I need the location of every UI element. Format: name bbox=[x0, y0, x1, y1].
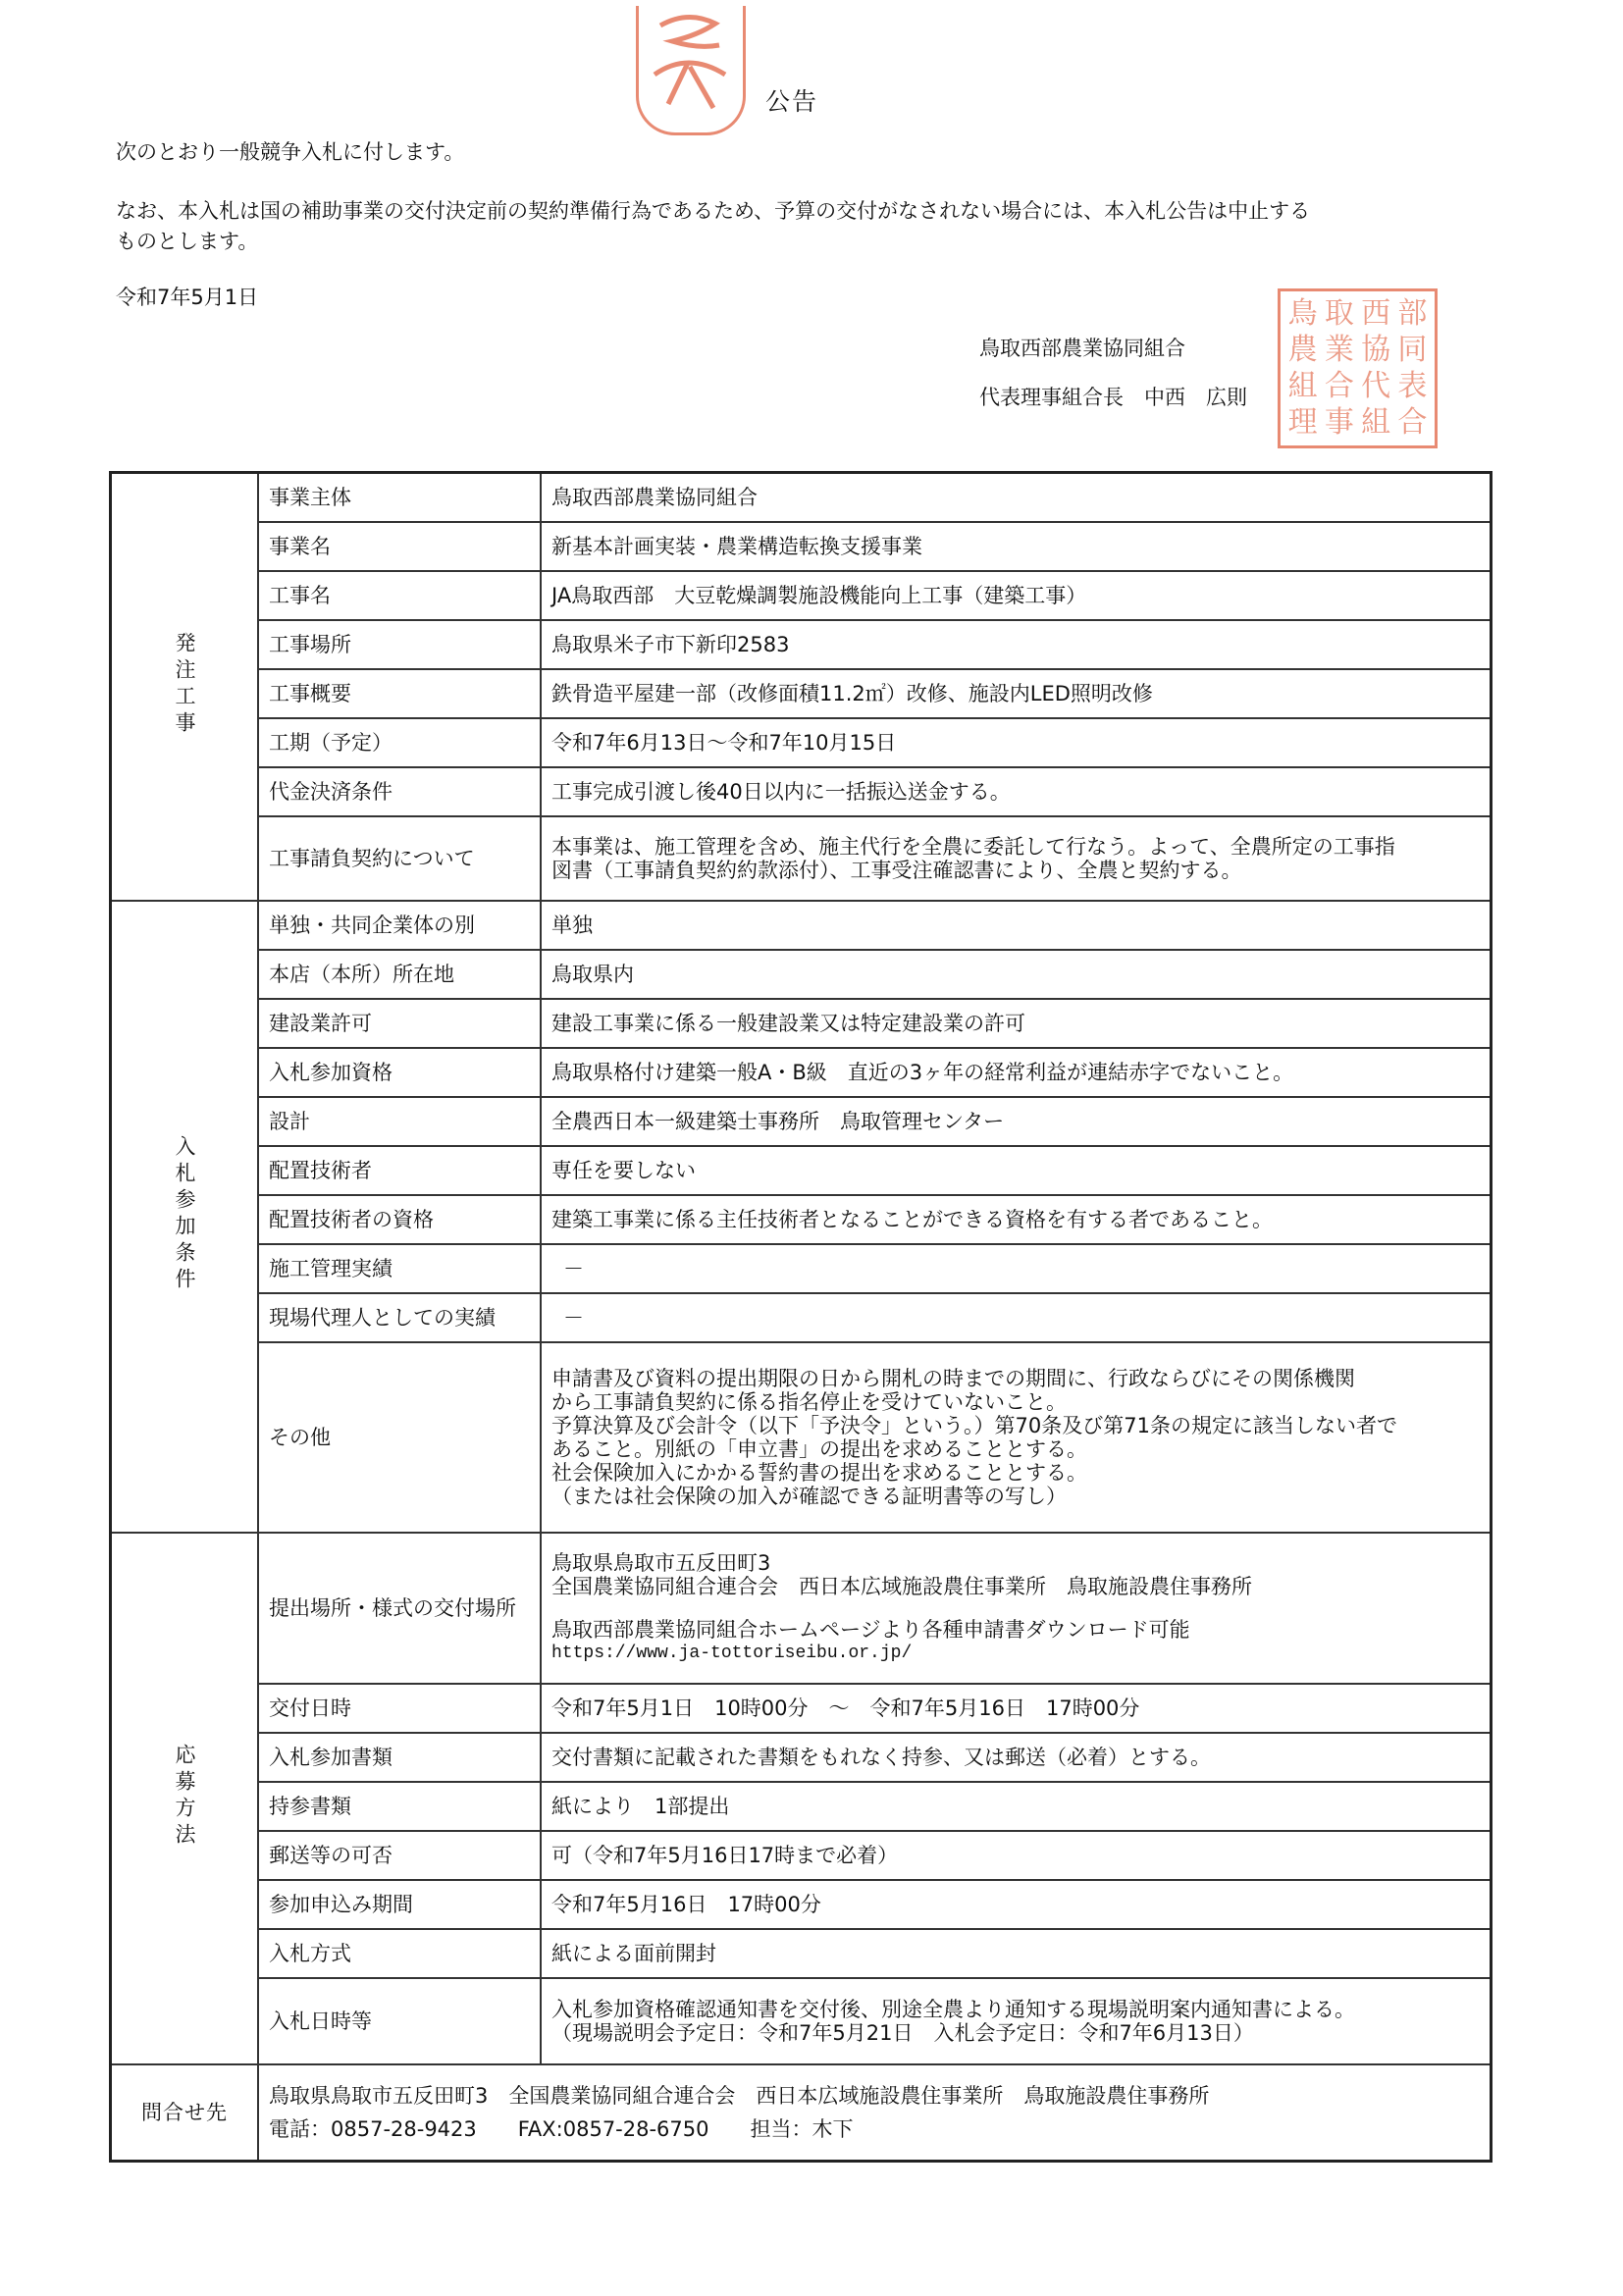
row-label: 入札参加書類 bbox=[258, 1733, 541, 1782]
row-label: 入札参加資格 bbox=[258, 1048, 541, 1097]
row-label: 工事場所 bbox=[258, 620, 541, 669]
row-label: 配置技術者 bbox=[258, 1146, 541, 1195]
notice-table bbox=[109, 471, 1492, 2163]
row-label: 工事請負契約について bbox=[258, 816, 541, 901]
seal-stamp-top bbox=[636, 6, 746, 135]
row-value: 鳥取県米子市下新印2583 bbox=[541, 620, 1492, 669]
row-label: 配置技術者の資格 bbox=[258, 1195, 541, 1244]
row-label: 代金決済条件 bbox=[258, 767, 541, 816]
row-value: － bbox=[541, 1293, 1492, 1342]
row-value: 交付書類に記載された書類をもれなく持参、又は郵送（必着）とする。 bbox=[541, 1733, 1492, 1782]
row-value: 鳥取県格付け建築一般A・B級 直近の3ヶ年の経常利益が連結赤字でないこと。 bbox=[541, 1048, 1492, 1097]
row-label: 郵送等の可否 bbox=[258, 1831, 541, 1880]
row-value: 鳥取県内 bbox=[541, 950, 1492, 999]
row-value: 鳥取西部農業協同組合 bbox=[541, 473, 1492, 523]
row-value: － bbox=[541, 1244, 1492, 1293]
row-value: 本事業は、施工管理を含め、施主代行を全農に委託して行なう。よって、全農所定の工事指 図書（工事請負契約約款添付）、工事受注確認書により、全農と契約する。 bbox=[541, 816, 1492, 901]
row-value: 入札参加資格確認通知書を交付後、別途全農より通知する現場説明案内通知書による。 （現場説明会予定日：令和7年5月21日 入札会予定日：令和7年6月13日） bbox=[541, 1978, 1492, 2064]
row-label: 設計 bbox=[258, 1097, 541, 1146]
row-value: 可（令和7年5月16日17時まで必着） bbox=[541, 1831, 1492, 1880]
row-value: 令和7年5月1日 10時00分 ～ 令和7年5月16日 17時00分 bbox=[541, 1684, 1492, 1733]
row-value: 単独 bbox=[541, 901, 1492, 950]
row-value: 専任を要しない bbox=[541, 1146, 1492, 1195]
row-value: 紙による面前開封 bbox=[541, 1929, 1492, 1978]
row-label: 本店（本所）所在地 bbox=[258, 950, 541, 999]
inquiry-details: 鳥取県鳥取市五反田町3 全国農業協同組合連合会 西日本広域施設農住事業所 鳥取施設農住事務所 電話：0857-28-9423 FAX:0857-28-6750 担当：木下 bbox=[258, 2064, 1492, 2161]
note-line-1: なお、本入札は国の補助事業の交付決定前の契約準備行為であるため、予算の交付がなされない場合には、本入札公告は中止する bbox=[116, 199, 1311, 223]
row-label: 施工管理実績 bbox=[258, 1244, 541, 1293]
intro-text: 次のとおり一般競争入札に付します。 bbox=[116, 140, 465, 164]
row-value: 紙により 1部提出 bbox=[541, 1782, 1492, 1831]
row-value: 新基本計画実装・農業構造転換支援事業 bbox=[541, 522, 1492, 571]
row-value: 建設工事業に係る一般建設業又は特定建設業の許可 bbox=[541, 999, 1492, 1048]
row-value: JA鳥取西部 大豆乾燥調製施設機能向上工事（建築工事） bbox=[541, 571, 1492, 620]
row-value: 令和7年5月16日 17時00分 bbox=[541, 1880, 1492, 1929]
row-value: 工事完成引渡し後40日以内に一括振込送金する。 bbox=[541, 767, 1492, 816]
notice-title: 公告 bbox=[765, 87, 819, 116]
section-inquiry: 問合せ先 bbox=[111, 2064, 259, 2161]
row-label: 現場代理人としての実績 bbox=[258, 1293, 541, 1342]
official-seal: 鳥 取 西 部 農 業 協 同 組 合 代 表 理 事 組 合 bbox=[1278, 288, 1438, 448]
row-value: 令和7年6月13日～令和7年10月15日 bbox=[541, 718, 1492, 767]
row-value: 鳥取県鳥取市五反田町3 全国農業協同組合連合会 西日本広域施設農住事業所 鳥取施設農住事務所 鳥取西部農業協同組合ホームページより各種申請書ダウンロード可能 https://www.ja-tottoriseibu.or.jp/ bbox=[541, 1533, 1492, 1684]
row-label: 持参書類 bbox=[258, 1782, 541, 1831]
row-label: 入札方式 bbox=[258, 1929, 541, 1978]
row-label: 工事概要 bbox=[258, 669, 541, 718]
homepage-link[interactable]: https://www.ja-tottoriseibu.or.jp/ bbox=[551, 1644, 913, 1663]
row-label: 交付日時 bbox=[258, 1684, 541, 1733]
issuer-org: 鳥取西部農業協同組合 bbox=[979, 337, 1185, 360]
row-value: 全農西日本一級建築士事務所 鳥取管理センター bbox=[541, 1097, 1492, 1146]
row-label: 参加申込み期間 bbox=[258, 1880, 541, 1929]
row-label: 工事名 bbox=[258, 571, 541, 620]
section-application: 応募方法 bbox=[111, 1533, 259, 2064]
row-label: 事業主体 bbox=[258, 473, 541, 523]
row-label: その他 bbox=[258, 1342, 541, 1533]
notice-date: 令和7年5月1日 bbox=[116, 286, 259, 309]
issuer-representative: 代表理事組合長 中西 広則 bbox=[979, 386, 1247, 409]
row-label: 建設業許可 bbox=[258, 999, 541, 1048]
row-label: 単独・共同企業体の別 bbox=[258, 901, 541, 950]
row-label: 事業名 bbox=[258, 522, 541, 571]
row-value: 申請書及び資料の提出期限の日から開札の時までの期間に、行政ならびにその関係機関 から工事請負契約に係る指名停止を受けていないこと。 予算決算及び会計令（以下「予決令」という。）第70条及び第71条の規定に該当しない者で あること。別紙の「申立書」の提出を求めることとする。 社会保険加入にかかる誓約書の提出を求めることとする。 （または社会保険の加入が確認できる証明書等の写し） bbox=[541, 1342, 1492, 1533]
row-value: 鉄骨造平屋建一部（改修面積11.2㎡）改修、施設内LED照明改修 bbox=[541, 669, 1492, 718]
row-label: 工期（予定） bbox=[258, 718, 541, 767]
row-value: 建築工事業に係る主任技術者となることができる資格を有する者であること。 bbox=[541, 1195, 1492, 1244]
section-order: 発注工事 bbox=[111, 473, 259, 902]
note-line-2: ものとします。 bbox=[116, 230, 259, 253]
section-bid-conditions: 入札参加条件 bbox=[111, 901, 259, 1533]
row-label: 提出場所・様式の交付場所 bbox=[258, 1533, 541, 1684]
row-label: 入札日時等 bbox=[258, 1978, 541, 2064]
